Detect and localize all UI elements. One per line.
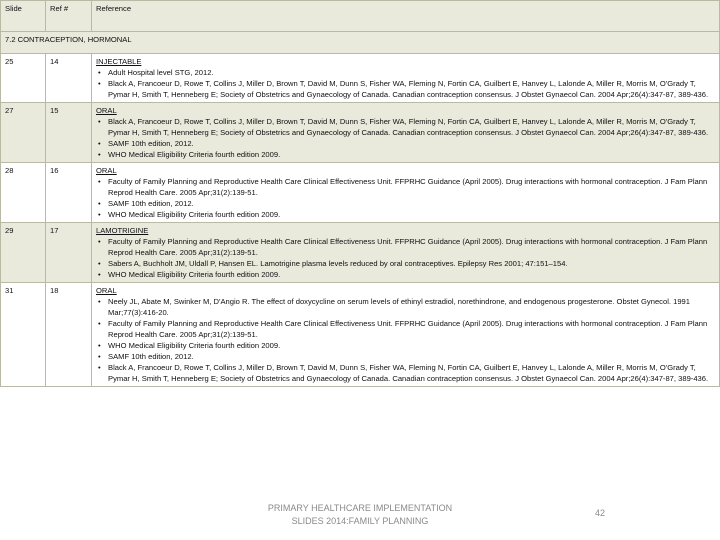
reference-item: • WHO Medical Eligibility Criteria fourth edition 2009. <box>96 149 715 160</box>
reference-item: • SAMF 10th edition, 2012. <box>96 138 715 149</box>
ref-number: 17 <box>46 223 92 283</box>
reference-category: ORAL <box>96 106 117 115</box>
reference-list <box>96 116 715 160</box>
table-row <box>1 223 720 283</box>
reference-item: • WHO Medical Eligibility Criteria fourth edition 2009. <box>96 340 715 351</box>
reference-list <box>96 236 715 280</box>
reference-cell <box>92 283 720 387</box>
reference-cell <box>92 103 720 163</box>
reference-item: • Neely JL, Abate M, Swinker M, D'Angio R. The effect of doxycycline on serum levels of ethinyl estradiol, norethindrone, and endogenous progesterone. Obstet Gynecol. 1991 Mar;77(3):416-20. <box>96 296 715 318</box>
reference-item: • Adult Hospital level STG, 2012. <box>96 67 715 78</box>
table-row <box>1 283 720 387</box>
reference-item: • Sabers A, Buchholt JM, Uldall P, Hansen EL. Lamotrigine plasma levels reduced by oral contraceptives. Epilepsy Res 2001; 47:151–154. <box>96 258 715 269</box>
reference-item: • WHO Medical Eligibility Criteria fourth edition 2009. <box>96 209 715 220</box>
reference-list <box>96 176 715 220</box>
header-slide: Slide <box>1 1 46 32</box>
reference-item: • WHO Medical Eligibility Criteria fourth edition 2009. <box>96 269 715 280</box>
section-title: 7.2 CONTRACEPTION, HORMONAL <box>1 32 720 54</box>
reference-item: • Faculty of Family Planning and Reproductive Health Care Clinical Effectiveness Unit. FFPRHC Guidance (April 2005). Drug interactions with hormonal contraception. J Fam Plann Reprod Health Care. 2005 Apr;31(2):139-51. <box>96 176 715 198</box>
reference-cell <box>92 163 720 223</box>
footer-line-2: SLIDES 2014:FAMILY PLANNING <box>291 516 429 526</box>
reference-item: • Black A, Francoeur D, Rowe T, Collins J, Miller D, Brown T, David M, Dunn S, Fisher WA, Fleming N, Fortin CA, Guilbert E, Hanvey L, Lalonde A, Miller R, Morris M, O'Grady T, Pymar H, Smith T, Henneberg E; Society of Obstetrics and Gynaecology of Canada. Canadian contraception consensus. J Obstet Gynaecol Can. 2004 Apr;26(4):347-87, 389-436. <box>96 78 715 100</box>
footer-line-1: PRIMARY HEALTHCARE IMPLEMENTATION <box>267 503 453 513</box>
header-reference: Reference <box>92 1 720 32</box>
ref-number: 16 <box>46 163 92 223</box>
reference-item: • SAMF 10th edition, 2012. <box>96 351 715 362</box>
reference-cell <box>92 54 720 103</box>
reference-list <box>96 67 715 100</box>
table-header-row <box>1 1 720 32</box>
reference-item: • Faculty of Family Planning and Reproductive Health Care Clinical Effectiveness Unit. FFPRHC Guidance (April 2005). Drug interactions with hormonal contraception. J Fam Plann Reprod Health Care. 2005 Apr;31(2):139-51. <box>96 236 715 258</box>
header-ref: Ref # <box>46 1 92 32</box>
slide-number: 29 <box>1 223 46 283</box>
reference-item: • Black A, Francoeur D, Rowe T, Collins J, Miller D, Brown T, David M, Dunn S, Fisher WA, Fleming N, Fortin CA, Guilbert E, Hanvey L, Lalonde A, Miller R, Morris M, O'Grady T, Pymar H, Smith T, Henneberg E; Society of Obstetrics and Gynaecology of Canada. Canadian contraception consensus. J Obstet Gynaecol Can. 2004 Apr;26(4):347-87, 389-436. <box>96 362 715 384</box>
section-row <box>1 32 720 54</box>
ref-number: 15 <box>46 103 92 163</box>
table-row <box>1 103 720 163</box>
ref-number: 14 <box>46 54 92 103</box>
reference-cell <box>92 223 720 283</box>
reference-item: • SAMF 10th edition, 2012. <box>96 198 715 209</box>
reference-list <box>96 296 715 384</box>
reference-item: • Faculty of Family Planning and Reproductive Health Care Clinical Effectiveness Unit. FFPRHC Guidance (April 2005). Drug interactions with hormonal contraception. J Fam Plann Reprod Health Care. 2005 Apr;31(2):139-51. <box>96 318 715 340</box>
reference-item: • Black A, Francoeur D, Rowe T, Collins J, Miller D, Brown T, David M, Dunn S, Fisher WA, Fleming N, Fortin CA, Guilbert E, Hanvey L, Lalonde A, Miller R, Morris M, O'Grady T, Pymar H, Smith T, Henneberg E; Society of Obstetrics and Gynaecology of Canada. Canadian contraception consensus. J Obstet Gynaecol Can. 2004 Apr;26(4):347-87, 389-436. <box>96 116 715 138</box>
slide-number: 27 <box>1 103 46 163</box>
reference-category: INJECTABLE <box>96 57 142 66</box>
reference-category: LAMOTRIGINE <box>96 226 149 235</box>
slide-number: 28 <box>1 163 46 223</box>
reference-category: ORAL <box>96 166 117 175</box>
footer-title <box>250 502 470 528</box>
table-row <box>1 163 720 223</box>
reference-category: ORAL <box>96 286 117 295</box>
slide-number: 25 <box>1 54 46 103</box>
ref-number: 18 <box>46 283 92 387</box>
page-number: 42 <box>594 508 605 518</box>
slide-number: 31 <box>1 283 46 387</box>
table-row <box>1 54 720 103</box>
